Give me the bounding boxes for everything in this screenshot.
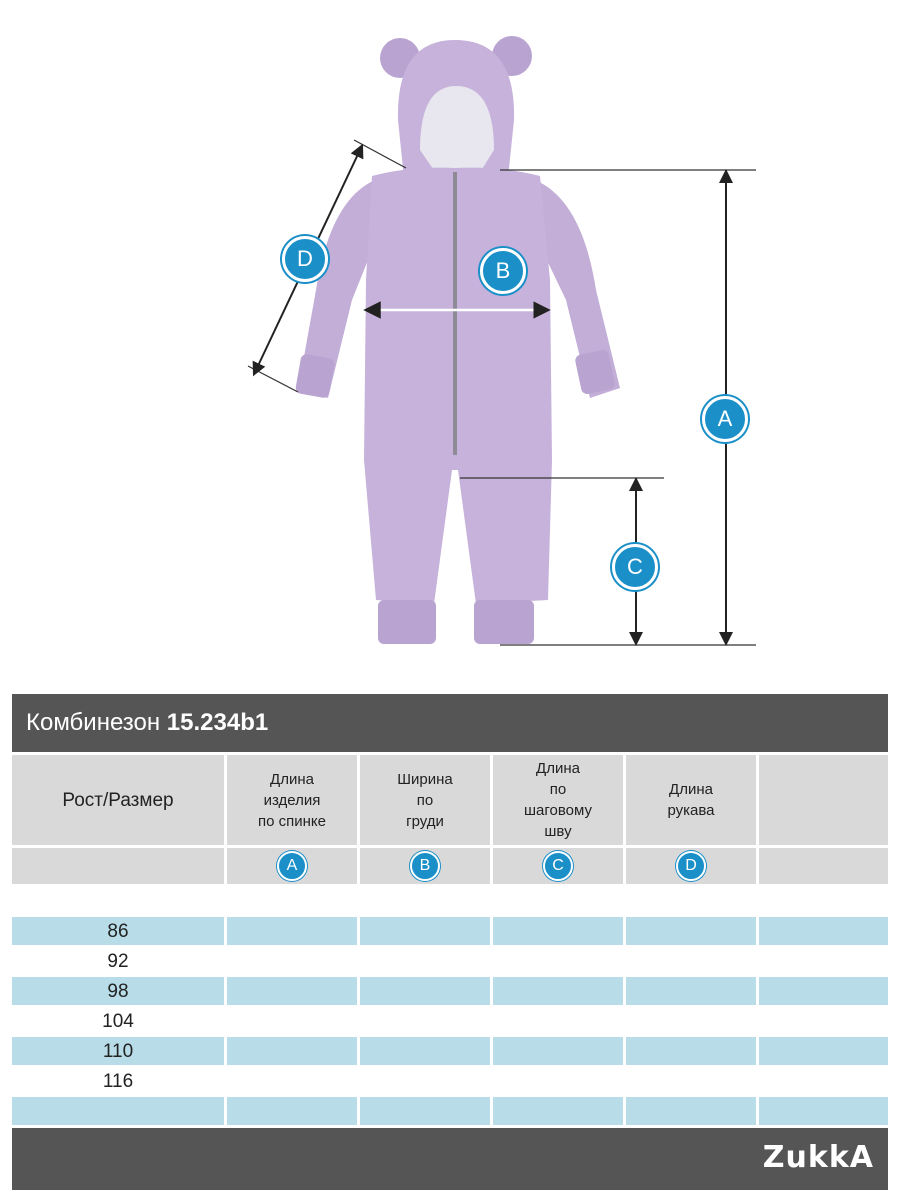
column-header-back-length [227,755,357,845]
table-cell [493,977,623,1005]
header-line: Длина [270,770,314,788]
brand-logo: ZukkA [762,1140,874,1175]
marker-cell-empty [759,848,888,884]
guide-line-d-bottom [248,366,298,392]
marker-c-small: C [543,851,573,881]
marker-a-small: A [277,851,307,881]
column-header-inseam [493,755,623,845]
marker-cell-d [626,848,756,884]
leg-cuff-right [474,600,534,644]
table-cell [626,977,756,1005]
size-label-86: 86 [107,921,129,942]
table-cell [759,1097,888,1125]
table-cell [227,1097,357,1125]
marker-cell-a [227,848,357,884]
product-name: Комбинезон [26,709,161,736]
table-cell [759,1037,888,1065]
column-header-empty [759,755,888,845]
header-line: Длина [536,760,580,777]
cuff-left [295,353,335,398]
table-cell [227,1037,357,1065]
size-header: Рост/Размер [12,755,224,845]
guide-line-d-top [354,140,406,168]
table-cell [227,977,357,1005]
header-line: Ширина [397,770,453,788]
table-cell [626,917,756,945]
marker-d: D [282,236,328,282]
marker-cell-b [360,848,490,884]
marker-c: C [612,544,658,590]
marker-row-label [12,848,224,884]
table-cell [227,917,357,945]
marker-cell-c [493,848,623,884]
header-line: по спинке [258,812,326,830]
table-cell [360,1097,490,1125]
size-label-92: 92 [107,951,129,972]
header-line: шаговому [524,802,592,819]
size-label-110: 110 [102,1041,134,1062]
table-cell [360,1037,490,1065]
marker-b-small: B [410,851,440,881]
jumpsuit-body [364,168,552,604]
size-label-116: 116 [102,1071,134,1092]
table-cell [626,1097,756,1125]
header-line: рукава [667,802,715,819]
marker-d-small: D [676,851,706,881]
size-label-98: 98 [107,981,129,1002]
table-row [12,1097,224,1125]
header-line: изделия [263,791,321,809]
footer-bar [12,1128,888,1190]
product-code: 15.234b1 [166,709,269,736]
header-line: Длина [669,781,713,798]
table-title-bar [12,694,888,752]
leg-cuff-left [378,600,436,644]
header-line: по [416,791,434,809]
table-cell [759,977,888,1005]
size-label-104: 104 [102,1011,134,1032]
header-line: груди [406,812,444,830]
column-header-sleeve-length [626,755,756,845]
table-cell [759,917,888,945]
header-line: по [549,781,567,798]
table-cell [360,917,490,945]
table-cell [493,1037,623,1065]
table-cell [493,917,623,945]
column-header-chest-width [360,755,490,845]
table-cell [360,977,490,1005]
table-cell [626,1037,756,1065]
table-cell [493,1097,623,1125]
marker-a: A [702,396,748,442]
marker-b: B [480,248,526,294]
header-line: шву [544,823,572,840]
